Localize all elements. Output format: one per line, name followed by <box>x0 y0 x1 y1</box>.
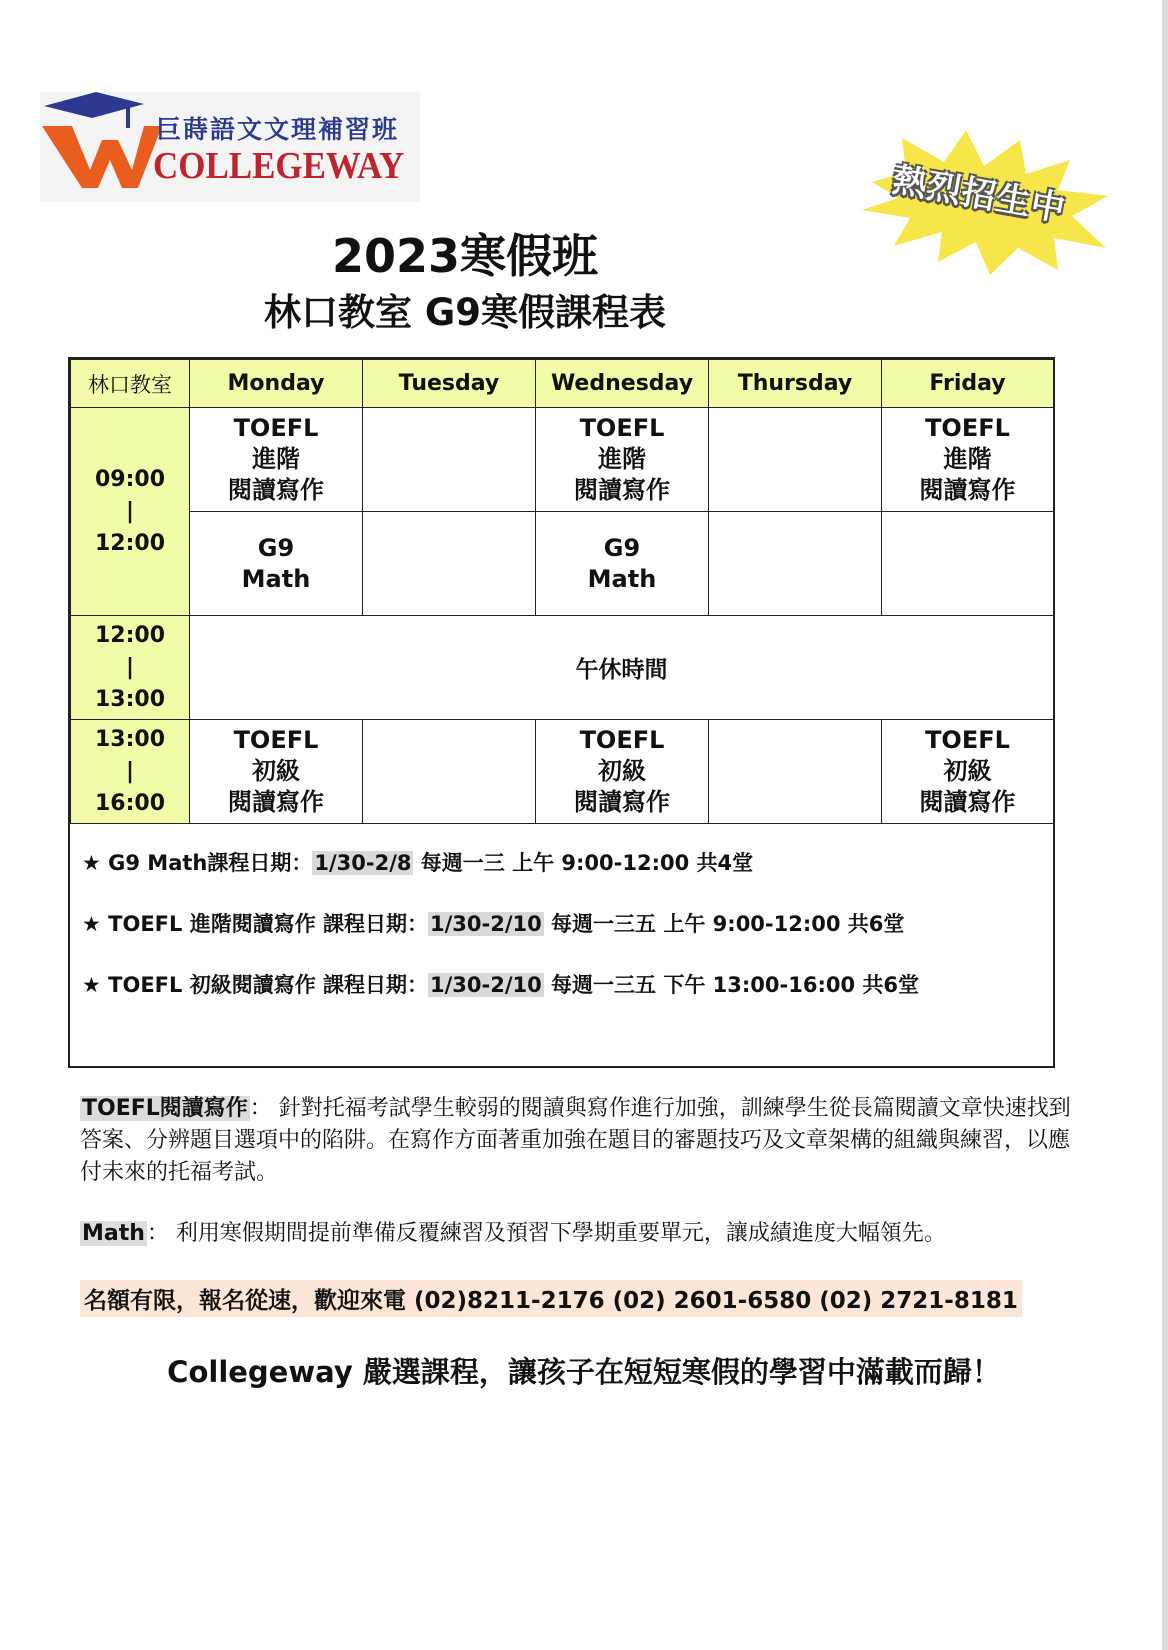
time-end: 16:00 <box>94 790 166 816</box>
empty-cell <box>709 512 882 616</box>
course-line: TOEFL <box>925 414 1010 442</box>
course-notes <box>82 847 1042 1030</box>
friday-afternoon-toefl <box>882 720 1054 824</box>
empty-cell <box>709 720 882 824</box>
toefl-description-label: TOEFL閱讀寫作 <box>82 1096 248 1121</box>
course-line: 閱讀寫作 <box>574 788 670 816</box>
header-tuesday: Tuesday <box>363 360 536 408</box>
note-prefix: ★ G9 Math課程日期： <box>82 851 313 875</box>
course-line: 閱讀寫作 <box>919 788 1016 816</box>
wednesday-morning-toefl <box>536 408 709 512</box>
time-separator: | <box>125 654 135 680</box>
header-thursday: Thursday <box>709 360 882 408</box>
time-separator: | <box>125 758 135 784</box>
note-toefl-beginner <box>82 969 1042 1030</box>
header-friday: Friday <box>882 360 1054 408</box>
empty-cell <box>363 512 536 616</box>
logo-english-name: COLLEGEWAY <box>153 145 405 187</box>
note-toefl-advanced <box>82 908 1042 969</box>
header-corner: 林口教室 <box>71 360 190 408</box>
wednesday-afternoon-toefl <box>536 720 709 824</box>
monday-afternoon-toefl <box>190 720 363 824</box>
course-line: 閱讀寫作 <box>228 788 324 816</box>
course-line: Math <box>241 564 311 593</box>
enrollment-badge-text: 熱烈招生中 <box>889 160 1069 230</box>
empty-cell <box>363 408 536 512</box>
course-line: 閱讀寫作 <box>228 476 324 504</box>
time-end: 13:00 <box>94 686 166 712</box>
note-suffix: 每週一三五 下午 13:00-16:00 共6堂 <box>543 973 920 997</box>
empty-cell <box>882 512 1054 616</box>
header-monday: Monday <box>190 360 363 408</box>
note-g9-math <box>82 847 1042 908</box>
graduation-cap-w-icon <box>40 92 170 202</box>
course-line: TOEFL <box>233 414 319 442</box>
header-wednesday: Wednesday <box>536 360 709 408</box>
course-line: 初級 <box>598 757 646 785</box>
afternoon-row <box>71 720 1054 824</box>
course-line: TOEFL <box>925 726 1010 754</box>
schedule-header-row <box>71 360 1054 408</box>
math-description-label: Math <box>82 1221 145 1246</box>
course-line: 進階 <box>943 445 992 473</box>
course-line: TOEFL <box>579 726 665 754</box>
course-line: 閱讀寫作 <box>919 476 1016 504</box>
slogan: Collegeway 嚴選課程，讓孩子在短短寒假的學習中滿載而歸！ <box>167 1355 1001 1389</box>
note-dates: 1/30-2/10 <box>430 912 542 936</box>
note-dates: 1/30-2/8 <box>314 851 412 875</box>
empty-cell <box>709 408 882 512</box>
page-edge <box>1162 0 1168 1650</box>
contact-line: 名額有限，報名從速，歡迎來電 (02)8211-2176 (02) 2601-6580 (02) 2721-8181 <box>80 1280 1022 1317</box>
note-prefix: ★ TOEFL 進階閱讀寫作 課程日期： <box>82 912 429 936</box>
course-line: 初級 <box>943 757 992 785</box>
toefl-description-text: ： 針對托福考試學生較弱的閱讀與寫作進行加強，訓練學生從長篇閱讀文章快速找到答案、分辨題目選項中的陷阱。在寫作方面著重加強在題目的審題技巧及文章架構的組織與練習，以應付未來的托福考試。 <box>80 1096 1071 1185</box>
time-end: 12:00 <box>94 530 166 556</box>
course-line: G9 <box>603 533 641 562</box>
note-suffix: 每週一三 上午 9:00-12:00 共4堂 <box>413 851 754 875</box>
lunch-row <box>71 616 1054 720</box>
page-title: 2023寒假班 <box>331 229 599 283</box>
lunch-break-cell: 午休時間 <box>190 616 1054 720</box>
note-prefix: ★ TOEFL 初級閱讀寫作 課程日期： <box>82 973 429 997</box>
monday-morning-toefl <box>190 408 363 512</box>
logo-chinese-name: 巨蒔語文文理補習班 <box>156 115 400 144</box>
course-line: 初級 <box>252 757 300 785</box>
morning-row-1 <box>71 408 1054 512</box>
course-line: TOEFL <box>579 414 665 442</box>
course-line: 閱讀寫作 <box>574 476 670 504</box>
schedule-table <box>68 357 1055 1068</box>
math-description-text: ： 利用寒假期間提前準備反覆練習及預習下學期重要單元，讓成績進度大幅領先。 <box>146 1221 946 1246</box>
afternoon-time-cell <box>71 720 190 824</box>
time-start: 09:00 <box>94 466 166 492</box>
time-start: 13:00 <box>94 726 166 752</box>
lunch-time-cell <box>71 616 190 720</box>
friday-morning-toefl <box>882 408 1054 512</box>
course-line: 進階 <box>598 445 646 473</box>
note-dates: 1/30-2/10 <box>430 973 542 997</box>
note-suffix: 每週一三五 上午 9:00-12:00 共6堂 <box>543 912 905 936</box>
course-line: 進階 <box>252 445 300 473</box>
morning-time-cell <box>71 408 190 616</box>
time-separator: | <box>125 498 135 524</box>
morning-row-2 <box>71 512 1054 616</box>
time-start: 12:00 <box>94 622 166 648</box>
collegeway-logo <box>40 92 420 202</box>
math-description <box>80 1218 1080 1250</box>
empty-cell <box>363 720 536 824</box>
course-line: G9 <box>257 533 295 562</box>
monday-morning-math <box>190 512 363 616</box>
course-line: Math <box>587 564 657 593</box>
page-subtitle: 林口教室 G9寒假課程表 <box>264 291 666 334</box>
wednesday-morning-math <box>536 512 709 616</box>
course-line: TOEFL <box>233 726 319 754</box>
toefl-description <box>80 1093 1080 1189</box>
